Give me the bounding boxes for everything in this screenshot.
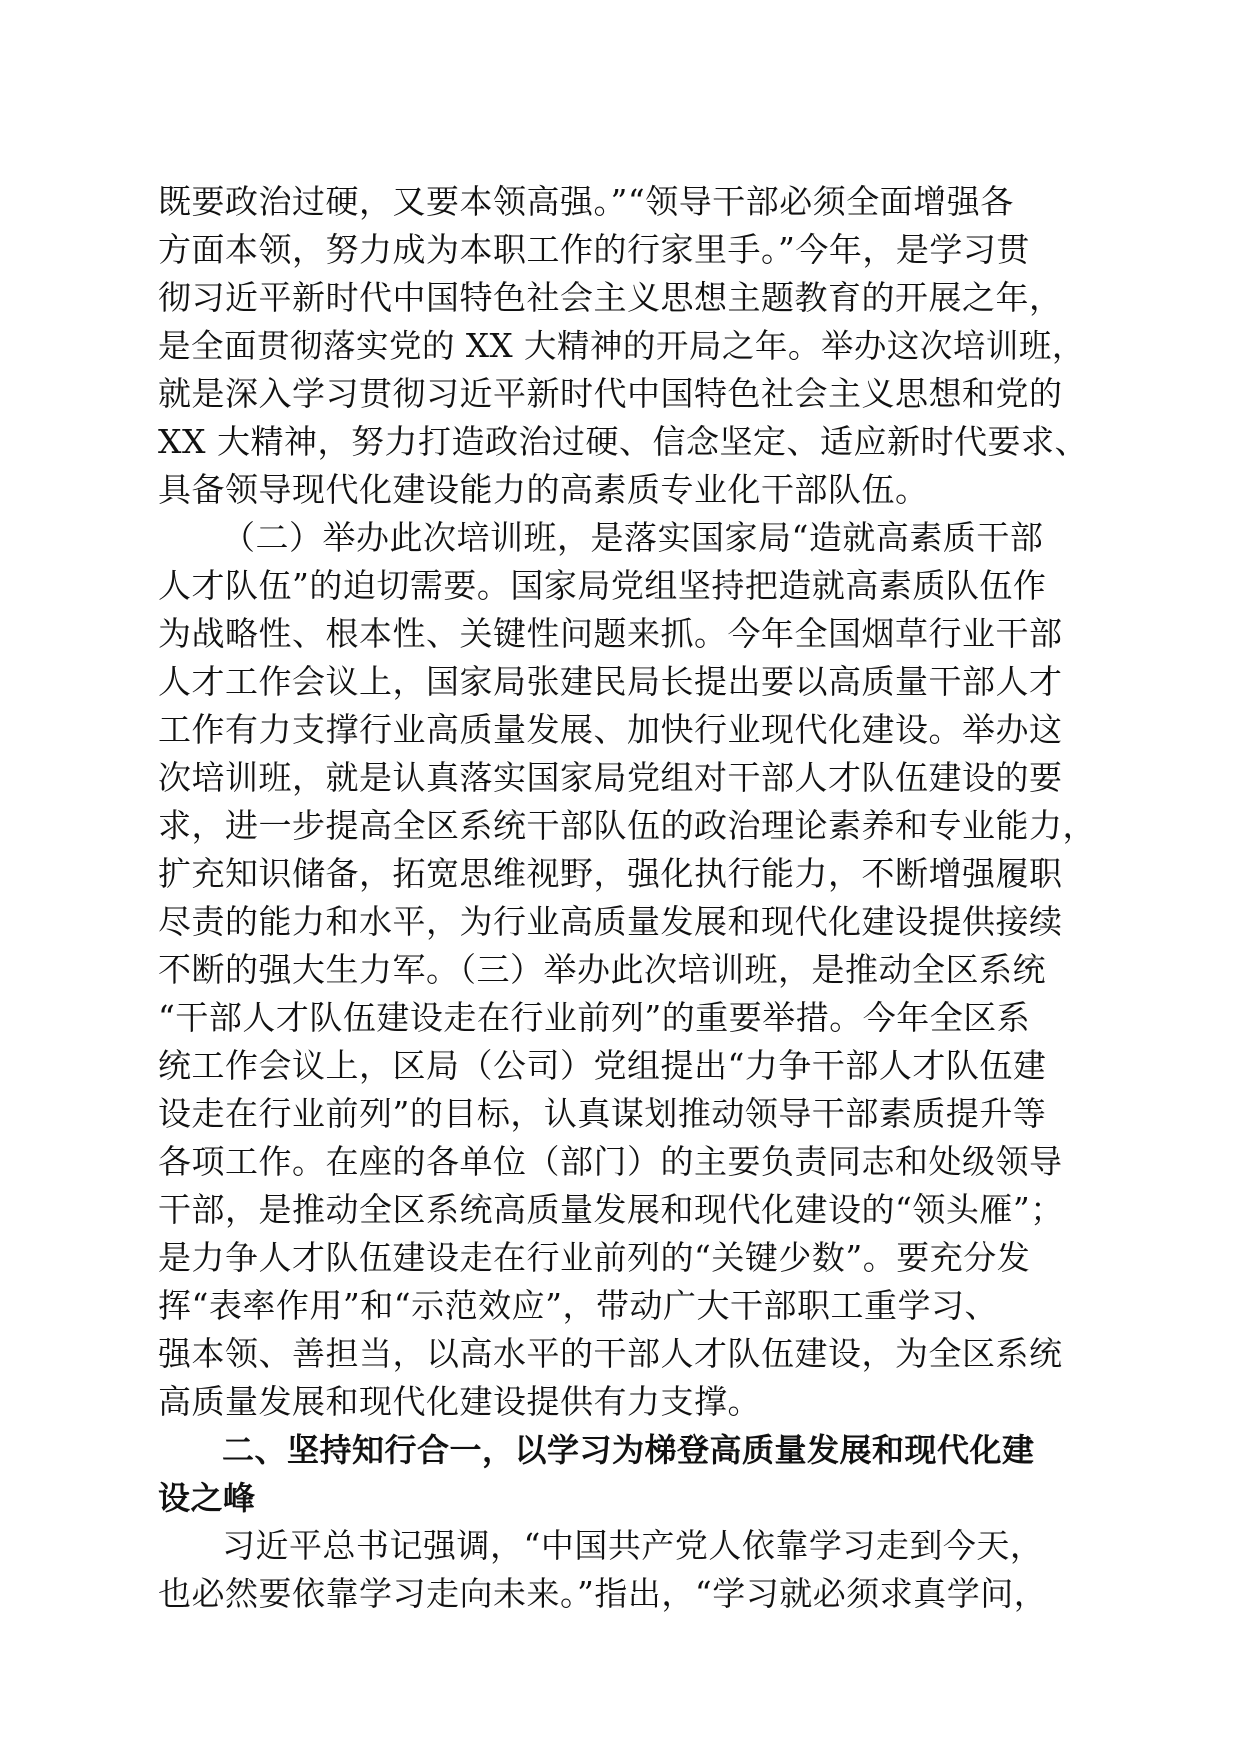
body-text-line: XX 大精神，努力打造政治过硬、信念坚定、适应新时代要求、 xyxy=(158,422,1088,461)
body-text-line: 求，进一步提高全区系统干部队伍的政治理论素养和专业能力， xyxy=(158,806,1096,845)
body-text-line: 是力争人才队伍建设走在行业前列的“关键少数”。要充分发 xyxy=(158,1238,1031,1277)
body-text-line: 强本领、善担当，以高水平的干部人才队伍建设，为全区系统 xyxy=(158,1334,1063,1373)
body-text-line: 尽责的能力和水平，为行业高质量发展和现代化建设提供接续 xyxy=(158,902,1063,941)
body-text-line: 方面本领，努力成为本职工作的行家里手。”今年，是学习贯 xyxy=(158,230,1030,269)
body-text-line: 也必然要依靠学习走向未来。”指出，“学习就必须求真学问， xyxy=(158,1574,1048,1613)
body-text-line: 为战略性、根本性、关键性问题来抓。今年全国烟草行业干部 xyxy=(158,614,1063,653)
body-text-line: 工作有力支撑行业高质量发展、加快行业现代化建设。举办这 xyxy=(158,710,1063,749)
body-text-line: 既要政治过硬，又要本领高强。”“领导干部必须全面增强各 xyxy=(158,182,1014,221)
body-text-line: 是全面贯彻落实党的 XX 大精神的开局之年。举办这次培训班， xyxy=(158,327,1085,365)
section-heading: 二、坚持知行合一，以学习为梯登高质量发展和现代化建 xyxy=(222,1431,1035,1469)
body-text-line: 具备领导现代化建设能力的高素质专业化干部队伍。 xyxy=(158,470,929,509)
body-text-line: 人才工作会议上，国家局张建民局长提出要以高质量干部人才 xyxy=(158,662,1063,701)
body-text-line: 就是深入学习贯彻习近平新时代中国特色社会主义思想和党的 xyxy=(158,374,1063,413)
body-text-line: 各项工作。在座的各单位（部门）的主要负责同志和处级领导 xyxy=(158,1142,1063,1181)
paragraph-start-line: 习近平总书记强调，“中国共产党人依靠学习走到今天， xyxy=(222,1526,1044,1565)
body-text-line: “干部人才队伍建设走在行业前列”的重要举措。今年全区系 xyxy=(158,998,1031,1037)
body-text-line: 挥“表率作用”和“示范效应”，带动广大干部职工重学习、 xyxy=(158,1286,998,1325)
body-text-line: 统工作会议上，区局（公司）党组提出“力争干部人才队伍建 xyxy=(158,1046,1047,1085)
body-text-line: 设走在行业前列”的目标，认真谋划推动领导干部素质提升等 xyxy=(158,1094,1047,1133)
paragraph-start-line: （二）举办此次培训班，是落实国家局“造就高素质干部 xyxy=(222,518,1044,557)
body-text-line: 高质量发展和现代化建设提供有力支撑。 xyxy=(158,1382,761,1421)
body-text-line: 次培训班，就是认真落实国家局党组对干部人才队伍建设的要 xyxy=(158,758,1063,797)
body-text-line: 干部，是推动全区系统高质量发展和现代化建设的“领头雁”； xyxy=(158,1190,1064,1229)
body-text-line: 扩充知识储备，拓宽思维视野，强化执行能力，不断增强履职 xyxy=(158,854,1063,893)
body-text-line: 不断的强大生力军。（三）举办此次培训班，是推动全区系统 xyxy=(158,950,1046,989)
body-text-line: 人才队伍”的迫切需要。国家局党组坚持把造就高素质队伍作 xyxy=(158,566,1047,605)
section-heading-continued: 设之峰 xyxy=(158,1479,256,1517)
body-text-line: 彻习近平新时代中国特色社会主义思想主题教育的开展之年， xyxy=(158,278,1063,317)
